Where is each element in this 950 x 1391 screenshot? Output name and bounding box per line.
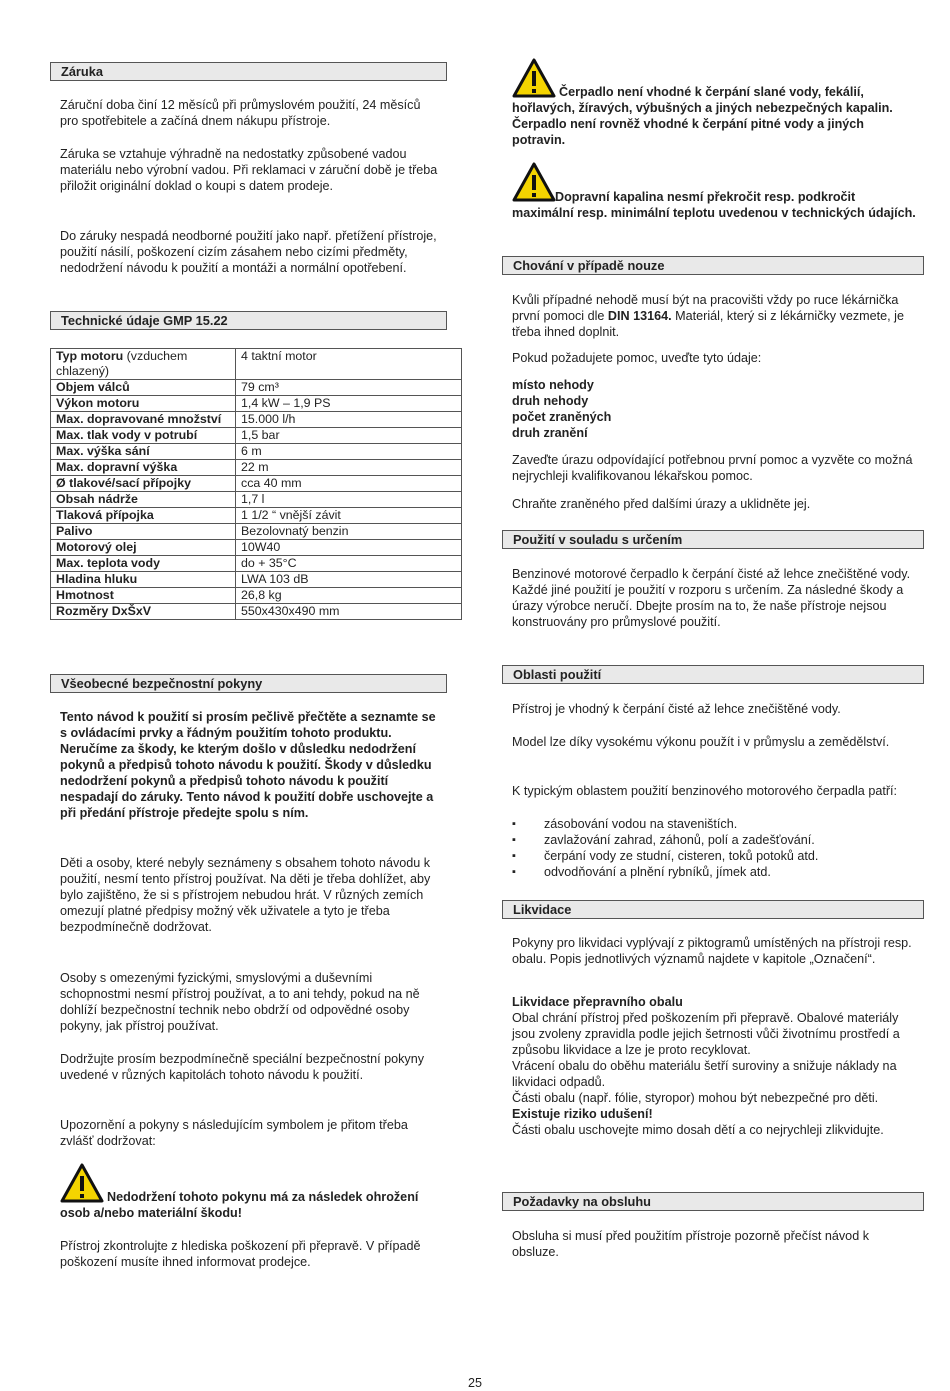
spec-label-text: Tlaková přípojka — [56, 508, 154, 522]
spec-value: 10W40 — [236, 540, 462, 556]
table-row — [51, 412, 462, 428]
spec-value: 22 m — [236, 460, 462, 476]
table-row — [51, 540, 462, 556]
emergency-heading: Chování v případě nouze — [502, 256, 924, 275]
spec-value: 79 cm³ — [236, 380, 462, 396]
list-item: ▪ zásobování vodou na staveništích. — [512, 816, 920, 832]
spec-label — [51, 492, 236, 508]
spec-label-note: (vzduchem chlazený) — [56, 349, 188, 378]
spec-value: 1,7 l — [236, 492, 462, 508]
spec-value: LWA 103 dB — [236, 572, 462, 588]
spec-value: 1 1/2 “ vnější závit — [236, 508, 462, 524]
warning-temperature: Dopravní kapalina nesmí překročit resp. podkročit maximální resp. minimální teplotu uvedenou v technických údajích. — [512, 190, 916, 220]
disposal-paragraph-5: Části obalu uschovejte mimo dosah dětí a co nejrychleji zlikvidujte. — [512, 1123, 884, 1137]
list-item: ▪ čerpání vody ze studní, cisteren, toků potoků atd. — [512, 848, 920, 864]
spec-label-text: Palivo — [56, 524, 93, 538]
warranty-paragraph-1: Záruční doba činí 12 měsíců při průmyslovém použití, 24 měsíců pro spotřebitele a začíná dnem nákupu přístroje. — [60, 98, 421, 128]
warranty-heading: Záruka — [50, 62, 447, 81]
safety-paragraph-5: Přístroj zkontrolujte z hlediska poškození při přepravě. V případě poškození musíte ihned informovat prodejce. — [60, 1239, 421, 1269]
areas-paragraph-2: Model lze díky vysokému výkonu použít i v průmyslu a zemědělství. — [512, 735, 890, 749]
spec-value: 26,8 kg — [236, 588, 462, 604]
table-row — [51, 524, 462, 540]
list-item: ▪ odvodňování a plnění rybníků, jímek atd. — [512, 864, 920, 880]
disposal-paragraph-1: Pokyny pro likvidaci vyplývají z piktogramů umístěných na přístroji resp. obalu. Popis jednotlivých významů najdete v kapitole „Označení“. — [512, 936, 912, 966]
table-row — [51, 396, 462, 412]
safety-paragraph-3: Dodržujte prosím bezpodmínečně speciální bezpečnostní pokyny uvedené v různých kapitolách tohoto návodu k použití. — [60, 1052, 425, 1082]
emergency-paragraph-2: Pokud požadujete pomoc, uveďte tyto údaje: — [512, 351, 762, 365]
spec-label-text: Max. výška sání — [56, 444, 150, 458]
disposal-paragraph-4: Části obalu (např. fólie, styropor) mohou být nebezpečné pro děti. Existuje riziko udušení! — [512, 1091, 879, 1121]
safety-paragraph-4: Upozornění a pokyny s následujícím symbolem je přitom třeba zvlášť dodržovat: — [60, 1118, 408, 1148]
spec-label — [51, 540, 236, 556]
disposal-packaging-block — [512, 994, 916, 1138]
spec-label — [51, 349, 236, 380]
operator-paragraph: Obsluha si musí před použitím přístroje pozorně přečíst návod k obsluze. — [512, 1229, 869, 1259]
intended-use-paragraph: Benzinové motorové čerpadlo k čerpání čisté až lehce znečištěné vody. Každé jiné použití je použití v rozporu s určením. Za následné škody a úrazy výrobce neručí. Dbejte prosím na to, že naše přístroje nejsou konstruovány pro průmyslové použití. — [512, 567, 911, 629]
emergency-paragraph-1: Kvůli případné nehodě musí být na pracovišti vždy po ruce lékárnička první pomoci dle DIN 13164. Materiál, který si z lékárničky vezmete, je třeba ihned doplnit. — [512, 293, 904, 339]
spec-label-text: Max. tlak vody v potrubí — [56, 428, 198, 442]
spec-label — [51, 588, 236, 604]
safety-paragraph-1: Děti a osoby, které nebyly seznámeny s obsahem tohoto návodu k použití, nesmí tento přístroj používat. Na děti je třeba dohlížet, aby bylo zajištěno, že si s přístrojem nebudou hrát. V různých zemích omezují platné předpisy možný věk uživatele a tyto je třeba bezpodmínečně dodržovat. — [60, 856, 431, 934]
spec-label-text: Výkon motoru — [56, 396, 140, 410]
table-row — [51, 572, 462, 588]
page-number: 25 — [467, 1376, 482, 1390]
safety-warning-text: Nedodržení tohoto pokynu má za následek ohrožení osob a/nebo materiální škodu! — [60, 1190, 419, 1220]
spec-label-text: Max. teplota vody — [56, 556, 160, 570]
spec-value: Bezolovnatý benzin — [236, 524, 462, 540]
warning-unsuitable-liquids: Čerpadlo není vhodné k čerpání slané vody, fekálií, hořlavých, žíravých, výbušných a jiných nebezpečných kapalin. Čerpadlo není rovněž vhodné k čerpání pitné vody a jiných potravin. — [512, 85, 893, 147]
table-row — [51, 428, 462, 444]
spec-label — [51, 380, 236, 396]
warranty-paragraph-3: Do záruky nespadá neodborné použití jako např. přetížení přístroje, použití násilí, poškození cizím zásahem nebo cizími předměty, nedodržení návodu k použití a montáži a normální opotřebení. — [60, 229, 437, 275]
table-row — [51, 476, 462, 492]
spec-value: 15.000 l/h — [236, 412, 462, 428]
spec-value: do + 35°C — [236, 556, 462, 572]
spec-value: cca 40 mm — [236, 476, 462, 492]
spec-label — [51, 412, 236, 428]
spec-label — [51, 444, 236, 460]
safety-bold-intro: Tento návod k použití si prosím pečlivě přečtěte a seznamte se s ovládacími prvky a řádným použitím tohoto produktu. Neručíme za škody, ke kterým došlo v důsledku nedodržení pokynů a předpisů tohoto návodu k použití. Škody v důsledku nedodržení pokynů a předpisů tohoto návodu k použití nespadají do záruky. Tento návod k použití dobře uschovejte a při předání přístroje předejte spolu s ním. — [60, 710, 436, 820]
spec-label — [51, 508, 236, 524]
spec-label-text: Hmotnost — [56, 588, 114, 602]
spec-value: 1,5 bar — [236, 428, 462, 444]
spec-label — [51, 556, 236, 572]
spec-label — [51, 524, 236, 540]
table-row — [51, 349, 462, 380]
spec-value: 1,4 kW – 1,9 PS — [236, 396, 462, 412]
areas-paragraph-1: Přístroj je vhodný k čerpání čisté až lehce znečištěné vody. — [512, 702, 841, 716]
areas-paragraph-3: K typickým oblastem použití benzinového motorového čerpadla patří: — [512, 784, 898, 798]
spec-label-text: Objem válců — [56, 380, 130, 394]
table-row — [51, 460, 462, 476]
spec-label-text: Typ motoru — [56, 349, 124, 363]
table-row — [51, 556, 462, 572]
areas-of-use-heading: Oblasti použití — [502, 665, 924, 684]
operator-heading: Požadavky na obsluhu — [502, 1192, 924, 1211]
emergency-paragraph-3: Zaveďte úrazu odpovídající potřebnou první pomoc a vyzvěte co možná nejrychleji kvalifikovanou lékařskou pomoc. — [512, 453, 913, 483]
table-row — [51, 444, 462, 460]
spec-label — [51, 476, 236, 492]
warranty-paragraph-2: Záruka se vztahuje výhradně na nedostatky způsobené vadou materiálu nebo výrobní vadou. Při reklamaci v záruční době je třeba přiložit originální doklad o koupi s datem prodeje. — [60, 147, 438, 193]
emergency-paragraph-4: Chraňte zraněného před dalšími úrazy a uklidněte jej. — [512, 497, 811, 511]
table-row — [51, 508, 462, 524]
table-row — [51, 604, 462, 620]
spec-value: 4 taktní motor — [236, 349, 462, 380]
list-item: počet zraněných — [512, 410, 612, 424]
spec-label — [51, 604, 236, 620]
emergency-info-list — [512, 377, 916, 441]
spec-label-text: Rozměry DxŠxV — [56, 604, 152, 618]
safety-heading: Všeobecné bezpečnostní pokyny — [50, 674, 447, 693]
spec-label-text: Max. dopravované množství — [56, 412, 222, 426]
list-item: druh nehody — [512, 394, 589, 408]
spec-label-text: Obsah nádrže — [56, 492, 138, 506]
spec-label-text: Ø tlakové/sací přípojky — [56, 476, 191, 490]
safety-paragraph-2: Osoby s omezenými fyzickými, smyslovými a duševními schopnostmi nesmí přístroj používat, a to ani tehdy, pokud na ně dohlíží bezpečnostní technik nebo obdrží od odpovědné osoby pokyny, jak přístroj používat. — [60, 971, 420, 1033]
table-row — [51, 380, 462, 396]
tech-specs-heading: Technické údaje GMP 15.22 — [50, 311, 447, 330]
spec-label-text: Max. dopravní výška — [56, 460, 178, 474]
disposal-paragraph-3: Vrácení obalu do oběhu materiálu šetří suroviny a snižuje náklady na likvidaci odpadů. — [512, 1059, 897, 1089]
disposal-paragraph-2: Obal chrání přístroj před poškozením při přepravě. Obalové materiály jsou zvoleny zpravidla podle jejich šetrnosti vůči životnímu prostředí a způsobu likvidace a lze je proto recyklovat. — [512, 1011, 900, 1057]
disposal-subheading: Likvidace přepravního obalu — [512, 995, 683, 1009]
spec-label — [51, 572, 236, 588]
table-row — [51, 492, 462, 508]
spec-label-text: Motorový olej — [56, 540, 137, 554]
spec-label — [51, 428, 236, 444]
tech-specs-table — [50, 348, 462, 620]
disposal-heading: Likvidace — [502, 900, 924, 919]
list-item: druh zranění — [512, 426, 588, 440]
spec-label — [51, 396, 236, 412]
list-item: místo nehody — [512, 378, 594, 392]
table-row — [51, 588, 462, 604]
areas-bullet-list — [512, 816, 920, 880]
spec-label-text: Hladina hluku — [56, 572, 138, 586]
spec-value: 550x430x490 mm — [236, 604, 462, 620]
spec-value: 6 m — [236, 444, 462, 460]
intended-use-heading: Použití v souladu s určením — [502, 530, 924, 549]
list-item: ▪ zavlažování zahrad, záhonů, polí a zadešťování. — [512, 832, 920, 848]
spec-label — [51, 460, 236, 476]
